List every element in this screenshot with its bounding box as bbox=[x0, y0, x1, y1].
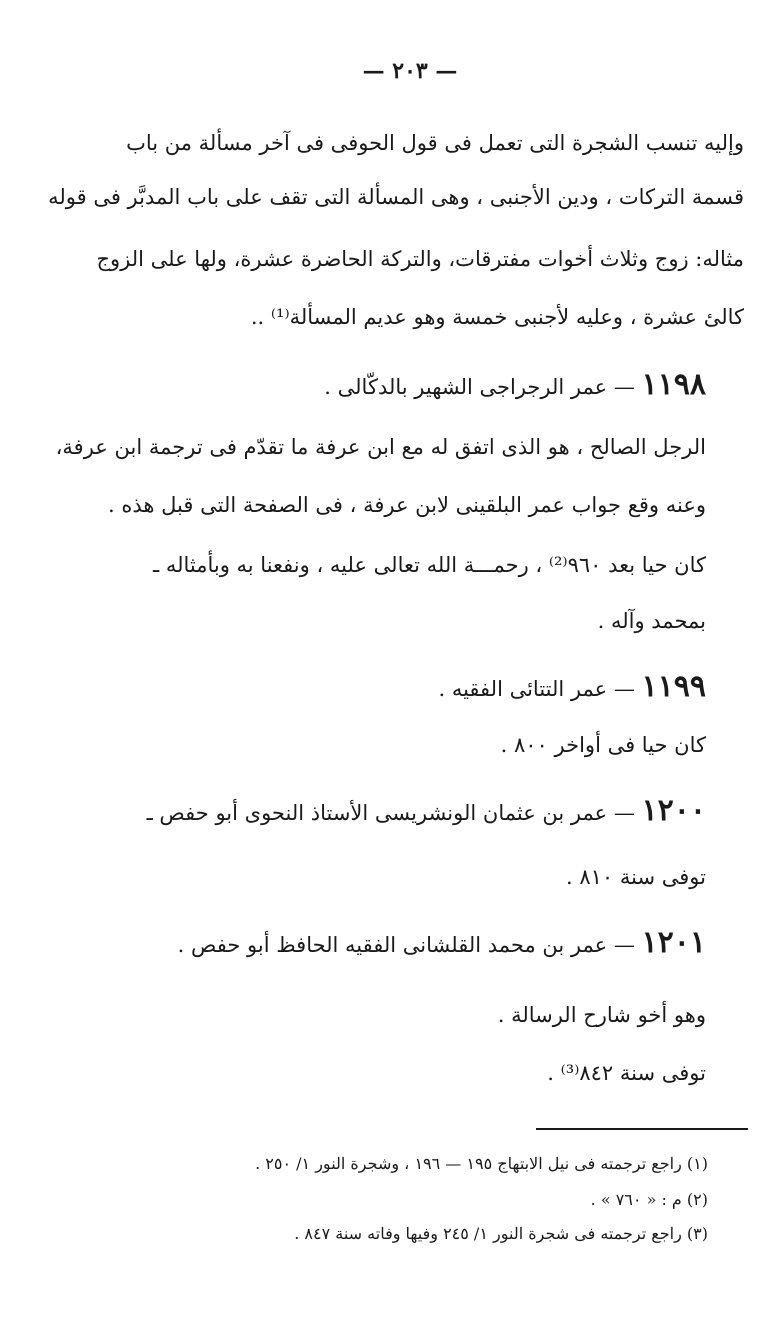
paragraph-line: قسمة التركات ، ودين الأجنبى ، وهى المسألة التى تقف على باب المدبَّر فى قوله bbox=[48, 185, 744, 209]
entry-title: — عمر بن عثمان الونشريسى الأستاذ النحوى أبو حفص ـ bbox=[146, 801, 635, 825]
entry-line: وهو أخو شارح الرسالة . bbox=[497, 1003, 706, 1027]
footnote-divider bbox=[536, 1128, 748, 1130]
entry-line: وعنه وقع جواب عمر البلقينى لابن عرفة ، فى الصفحة التى قبل هذه . bbox=[108, 493, 706, 517]
entry-heading-1201 bbox=[177, 925, 706, 960]
page-number: — ٢٠٣ — bbox=[362, 58, 458, 84]
footnote-1: (١) راجع ترجمته فى نيل الابتهاج ١٩٥ — ١٩٦ ، وشجرة النور ١/ ٢٥٠ . bbox=[255, 1154, 708, 1173]
footnote-2: (٢) م : « ٧٦٠ » . bbox=[590, 1190, 708, 1209]
entry-heading-1200 bbox=[146, 793, 706, 828]
entry-line: الرجل الصالح ، هو الذى اتفق له مع ابن عرفة ما تقدّم فى ترجمة ابن عرفة، bbox=[55, 435, 706, 459]
entry-line: كان حيا فى أواخر ٨٠٠ . bbox=[500, 733, 706, 757]
entry-number: ١٢٠١ bbox=[641, 925, 706, 960]
entry-title: — عمر بن محمد القلشانى الفقيه الحافظ أبو حفص . bbox=[177, 933, 635, 957]
entry-number: ١٢٠٠ bbox=[641, 793, 706, 828]
entry-line: كان حيا بعد ٩٦٠⁽²⁾ ، رحمـــة الله تعالى عليه ، ونفعنا به وبأمثاله ـ bbox=[153, 553, 706, 577]
entry-heading-1199 bbox=[438, 669, 706, 704]
entry-line: توفى سنة ٨٤٢⁽³⁾ . bbox=[547, 1061, 706, 1085]
entry-title: — عمر الرجراجى الشهير بالدكّالى . bbox=[324, 375, 635, 399]
paragraph-line: كالئ عشرة ، وعليه لأجنبى خمسة وهو عديم المسألة⁽¹⁾ .. bbox=[250, 305, 744, 329]
entry-heading-1198 bbox=[324, 367, 706, 402]
entry-number: ١١٩٩ bbox=[641, 669, 706, 704]
paragraph-line: مثاله: زوج وثلاث أخوات مفترقات، والتركة الحاضرة عشرة، ولها على الزوج bbox=[96, 247, 744, 271]
entry-line: بمحمد وآله . bbox=[597, 609, 706, 633]
footnote-3: (٣) راجع ترجمته فى شجرة النور ١/ ٢٤٥ وفيها وفاته سنة ٨٤٧ . bbox=[294, 1224, 708, 1243]
entry-line: توفى سنة ٨١٠ . bbox=[566, 865, 706, 889]
paragraph-line: وإليه تنسب الشجرة التى تعمل فى قول الحوفى فى آخر مسألة من باب bbox=[126, 131, 744, 155]
entry-title: — عمر التتائى الفقيه . bbox=[438, 677, 635, 701]
entry-number: ١١٩٨ bbox=[641, 367, 706, 402]
